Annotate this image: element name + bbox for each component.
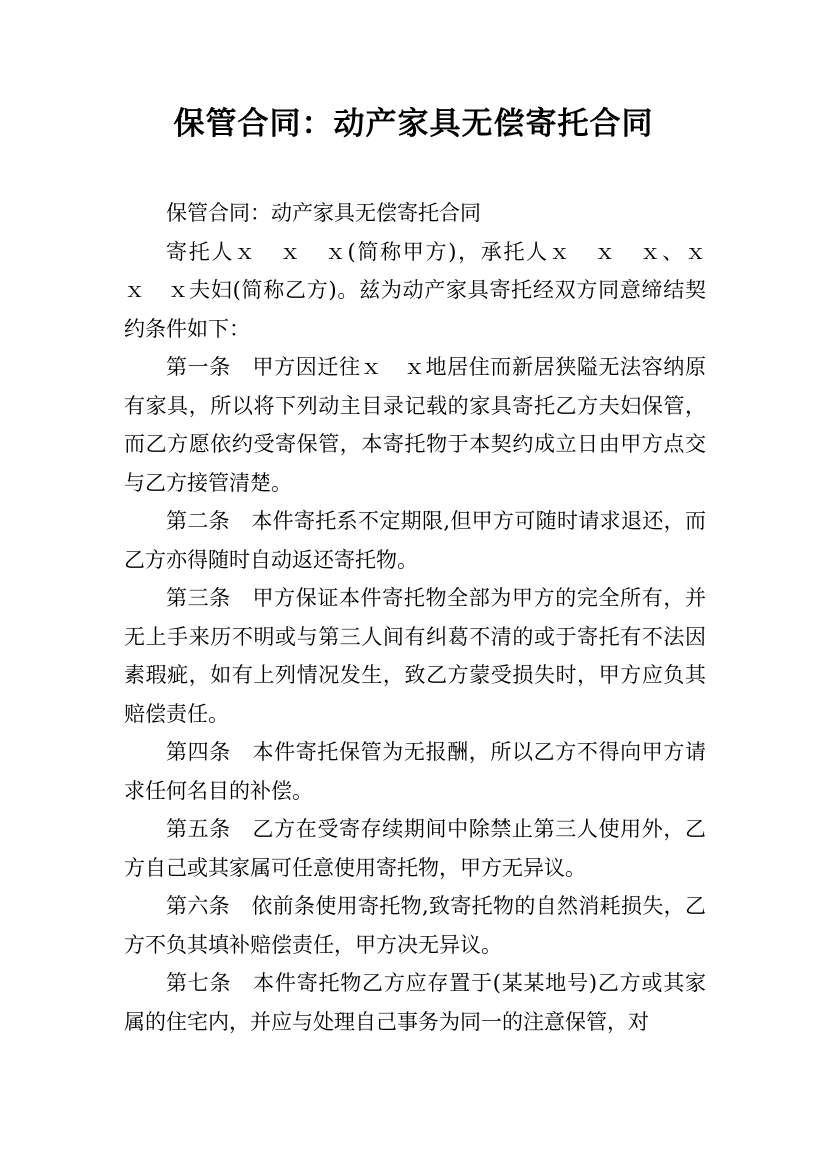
document-title: 保管合同：动产家具无偿寄托合同 <box>173 106 654 142</box>
paragraph-article-6: 第六条 依前条使用寄托物,致寄托物的自然消耗损失，乙方不负其填补赔偿责任，甲方决无异议。 <box>124 894 706 957</box>
paragraph-article-3: 第三条 甲方保证本件寄托物全部为甲方的完全所有，并无上手来历不明或与第三人间有纠葛不清的或于寄托有不法因素瑕疵，如有上列情况发生，致乙方蒙受损失时，甲方应负其赔偿责任。 <box>124 586 706 726</box>
paragraph-article-2: 第二条 本件寄托系不定期限,但甲方可随时请求退还，而乙方亦得随时自动返还寄托物。 <box>124 509 706 572</box>
paragraph-parties: 寄托人ｘ ｘ ｘ(简称甲方)，承托人ｘ ｘ ｘ、ｘ ｘ ｘ夫妇(简称乙方)。兹为动产家具寄托经双方同意缔结契约条件如下： <box>124 239 727 341</box>
paragraph-article-4: 第四条 本件寄托保管为无报酬，所以乙方不得向甲方请求任何名目的补偿。 <box>124 740 706 803</box>
paragraph-article-5: 第五条 乙方在受寄存续期间中除禁止第三人使用外，乙方自己或其家属可任意使用寄托物，甲方无异议。 <box>124 817 706 880</box>
paragraph-heading-repeat: 保管合同：动产家具无偿寄托合同 <box>166 201 481 225</box>
document-body <box>124 194 727 1041</box>
paragraph-article-7: 第七条 本件寄托物乙方应存置于(某某地号)乙方或其家属的住宅内，并应与处理自己事务为同一的注意保管，对 <box>124 971 706 1034</box>
paragraph-article-1: 第一条 甲方因迁往ｘ ｘ地居住而新居狭隘无法容纳原有家具，所以将下列动主目录记载的家具寄托乙方夫妇保管，而乙方愿依约受寄保管，本寄托物于本契约成立日由甲方点交与乙方接管清楚。 <box>124 355 706 495</box>
